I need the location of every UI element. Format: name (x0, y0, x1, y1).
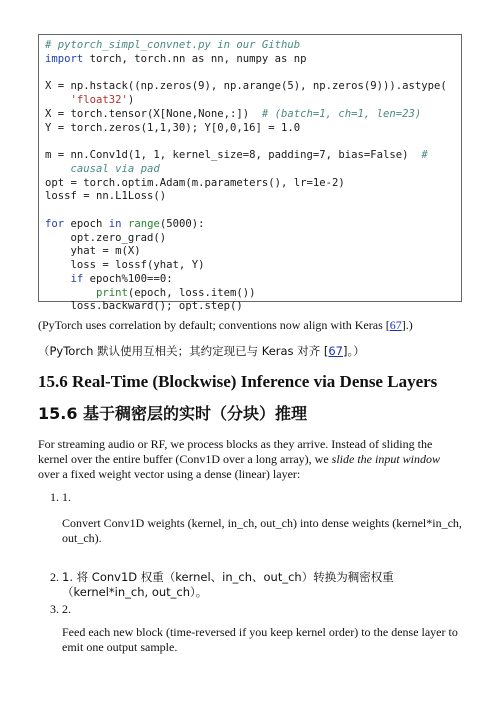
note-english (38, 318, 462, 333)
code-line (45, 218, 447, 232)
code-text: epoch%100==0: (83, 272, 173, 285)
code-line (45, 149, 447, 163)
code-line (45, 53, 447, 67)
code-line (45, 259, 447, 273)
code-text: yhat = m(X) (45, 245, 141, 258)
code-comment: # pytorch_simpl_convnet.py in our Github (45, 39, 301, 51)
code-line (45, 190, 447, 204)
code-line (45, 163, 447, 177)
code-text (45, 94, 71, 106)
list-item-1-body: Convert Conv1D weights (kernel, in_ch, out_ch) into dense weights (kernel*in_ch, out_ch). (62, 516, 462, 545)
list-item-2-body: 1. 将 Conv1D 权重（kernel、in_ch、out_ch）转换为稠密权重（kernel*in_ch, out_ch）。 (62, 570, 394, 599)
code-line (45, 177, 447, 191)
code-text: loss = lossf(yhat, Y) (45, 259, 205, 271)
code-line (45, 39, 447, 53)
list-item-3-body: Feed each new block (time-reversed if you keep kernel order) to the dense layer to emit one output sample. (62, 625, 458, 654)
citation-link-67[interactable]: 67 (389, 318, 402, 332)
code-text: opt = torch.optim.Adam(m.parameters(), lr=1e-2) (45, 176, 345, 189)
code-text: loss.backward(); opt.step() (45, 300, 243, 313)
intro-emphasis: slide the input window (331, 452, 441, 466)
code-line (45, 108, 447, 122)
code-text (45, 273, 71, 285)
code-text: opt.zero_grad() (45, 231, 167, 244)
intro-paragraph (38, 437, 462, 482)
note-chinese-tail: ]。） (343, 344, 365, 358)
code-text: X = np.hstack((np.zeros(9), np.arange(5), np.zeros(9))).astype( (45, 80, 447, 93)
code-comment: # (batch=1, ch=1, len=23) (261, 107, 422, 120)
code-text: torch, torch.nn as nn, numpy as np (83, 52, 307, 65)
code-listing (45, 39, 447, 314)
code-line (45, 80, 447, 94)
code-line (45, 94, 447, 108)
code-line (45, 204, 447, 218)
code-text: X = torch.tensor(X[None,None,:]) (45, 107, 262, 120)
code-text: lossf = nn.L1Loss() (45, 190, 167, 203)
code-line (45, 245, 447, 259)
code-text (45, 287, 96, 299)
code-line (45, 122, 447, 136)
code-text: (epoch, loss.item()) (127, 286, 256, 299)
citation-link-67-zh[interactable]: 67 (328, 344, 343, 358)
section-heading-english: 15.6 Real-Time (Blockwise) Inference via Dense Layers (38, 372, 438, 391)
code-line (45, 67, 447, 81)
code-string: 'float32' (70, 94, 128, 106)
code-text: (5000): (159, 217, 205, 230)
code-text: Y = torch.zeros(1,1,30); Y[0,0,16] = 1.0 (45, 121, 301, 134)
intro-text: For streaming audio or RF, we process blocks as they arrive. Instead of sliding the kernel over the entire buffer (Conv1D over a long array), we (38, 437, 433, 466)
code-keyword: in (108, 217, 122, 230)
code-keyword: if (70, 272, 84, 285)
note-english-tail: ].) (401, 318, 413, 332)
code-text: m = nn.Conv1d(1, 1, kernel_size=8, padding=7, bias=False) (45, 149, 422, 161)
intro-tail: over a fixed weight vector using a dense (linear) layer: (38, 467, 301, 481)
list-marker-1: 1. 1. (50, 490, 71, 504)
list-marker-3: 3. 2. (50, 602, 71, 616)
code-line (45, 135, 447, 149)
code-comment: # (421, 149, 428, 161)
code-keyword: import (45, 52, 84, 65)
section-heading-chinese: 15.6 基于稠密层的实时（分块）推理 (38, 404, 308, 423)
list-marker-2: 2. (50, 570, 59, 584)
code-builtin: range (127, 217, 160, 230)
code-block (38, 34, 462, 313)
code-builtin: print (96, 286, 128, 299)
note-chinese-text: （PyTorch 默认使用互相关；其约定现已与 Keras 对齐 [ (38, 344, 329, 358)
note-english-text: (PyTorch uses correlation by default; conventions now align with Keras [ (38, 318, 390, 332)
code-text: epoch (64, 217, 109, 230)
code-text: ) (127, 94, 135, 106)
code-line (45, 273, 447, 287)
note-chinese (38, 344, 462, 359)
code-line (45, 300, 447, 314)
code-line (45, 287, 447, 301)
code-keyword: for (45, 217, 65, 230)
code-line (45, 232, 447, 246)
code-comment: causal via pad (45, 162, 160, 175)
